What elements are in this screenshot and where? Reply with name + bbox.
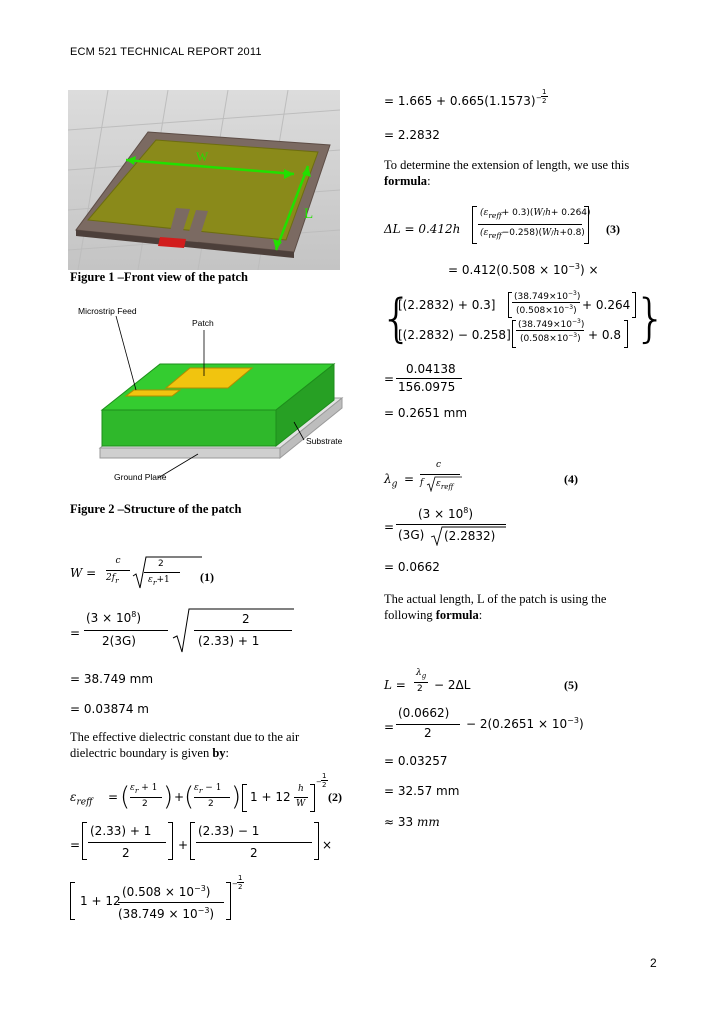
eq1-number: (1) xyxy=(200,570,214,584)
eq1b-root-den: (2.33) + 1 xyxy=(198,634,260,648)
eq2-term2-num: $\varepsilon_r - 1$ xyxy=(194,783,222,795)
result-l-mm: = 32.57 mm xyxy=(384,784,460,798)
paragraph-effective-dielectric: The effective dielectric constant due to the air dielectric boundary is given by: xyxy=(70,730,300,760)
eq2b-term1-num: (2.33) + 1 xyxy=(90,824,152,838)
eq1-lhs: W = xyxy=(70,566,97,580)
figure-1-patch-front-view xyxy=(68,90,340,270)
result-delta-l: = 0.2651 mm xyxy=(384,406,468,420)
patch-label: Patch xyxy=(192,318,214,328)
result-l-m: = 0.03257 xyxy=(384,754,448,768)
result-r2: = 2.2832 xyxy=(384,128,440,142)
paragraph-length-extension: To determine the extension of length, we use this formula: xyxy=(384,158,630,188)
w-label: W xyxy=(196,149,209,164)
figure-2-caption: Figure 2 –Structure of the patch xyxy=(70,502,242,516)
eq3b: = $0.412(0.508 \times 10^{-3})$ × xyxy=(448,262,599,277)
l-label: L xyxy=(304,206,314,222)
result-w-m: = 0.03874 m xyxy=(70,702,149,716)
eq2-term1-num: $\varepsilon_r + 1$ xyxy=(130,783,158,795)
eq5-number: (5) xyxy=(564,678,578,692)
result-l-approx: ≈ 33 mm xyxy=(384,815,440,829)
eq1-root-den: $\varepsilon_r+1$ xyxy=(148,575,170,587)
eq5b-tail: − $2(0.2651 \times 10^{-3})$ xyxy=(466,716,584,731)
eq1b-den: 2(3G) xyxy=(102,634,136,648)
eq1b-num: $(3 \times 10^8)$ xyxy=(86,610,142,625)
eq1-root-num: 2 xyxy=(158,559,164,569)
figure-1-caption: Figure 1 –Front view of the patch xyxy=(70,270,248,284)
ground-plane-label: Ground Plane xyxy=(114,472,167,482)
result-w-mm: = 38.749 mm xyxy=(70,672,154,686)
result-lambda-g: = 0.0662 xyxy=(384,560,440,574)
eq1-num: c xyxy=(115,556,121,566)
eq4-number: (4) xyxy=(564,472,578,486)
eq2c-num: $(0.508 \times 10^{-3})$ xyxy=(122,884,211,899)
equation-3c: { [(2.2832) + 0.3] $(38.749\times 10^{-3})$ $(0.508\times 10^{-3})$ + 0.264 [(2.2832) − 0.258] $(38.749\times 10^{-3})$ $(0.508\times 10^{-3})$ + 0.8 } xyxy=(380,289,668,349)
microstrip-feed-label: Microstrip Feed xyxy=(78,306,137,316)
eq2b-term2-num: (2.33) − 1 xyxy=(198,824,260,838)
result-r1: = 1.665 + 0.665(1.1573) − 1 2 xyxy=(384,88,547,108)
eq2-lhs: $\varepsilon_{reff}$ xyxy=(70,790,93,808)
paragraph-actual-length: The actual length, L of the patch is using the following formula: xyxy=(384,592,607,622)
page-number: 2 xyxy=(650,956,657,970)
eq3-num: $(\varepsilon_{reff}+ 0.3)(W/h+ 0.264)$ xyxy=(480,208,591,220)
running-header: ECM 521 TECHNICAL REPORT 2011 xyxy=(70,46,262,58)
eq3-den: $(\varepsilon_{reff}-0.258)(W/h+0.8)$ xyxy=(480,228,585,240)
eq2-number: (2) xyxy=(328,790,342,804)
substrate-label: Substrate xyxy=(306,436,343,446)
eq2-one-plus: 1 + 12 xyxy=(250,790,291,804)
eq2c-den: $(38.749 \times 10^{-3})$ xyxy=(118,906,215,921)
eq1-den: $2f_r$ xyxy=(106,573,119,585)
eq3-lhs: ΔL = 0.412h xyxy=(384,222,461,236)
eq5-tail: − 2ΔL xyxy=(434,678,471,692)
eq3-number: (3) xyxy=(606,222,620,236)
figure-2-patch-structure xyxy=(70,298,350,494)
